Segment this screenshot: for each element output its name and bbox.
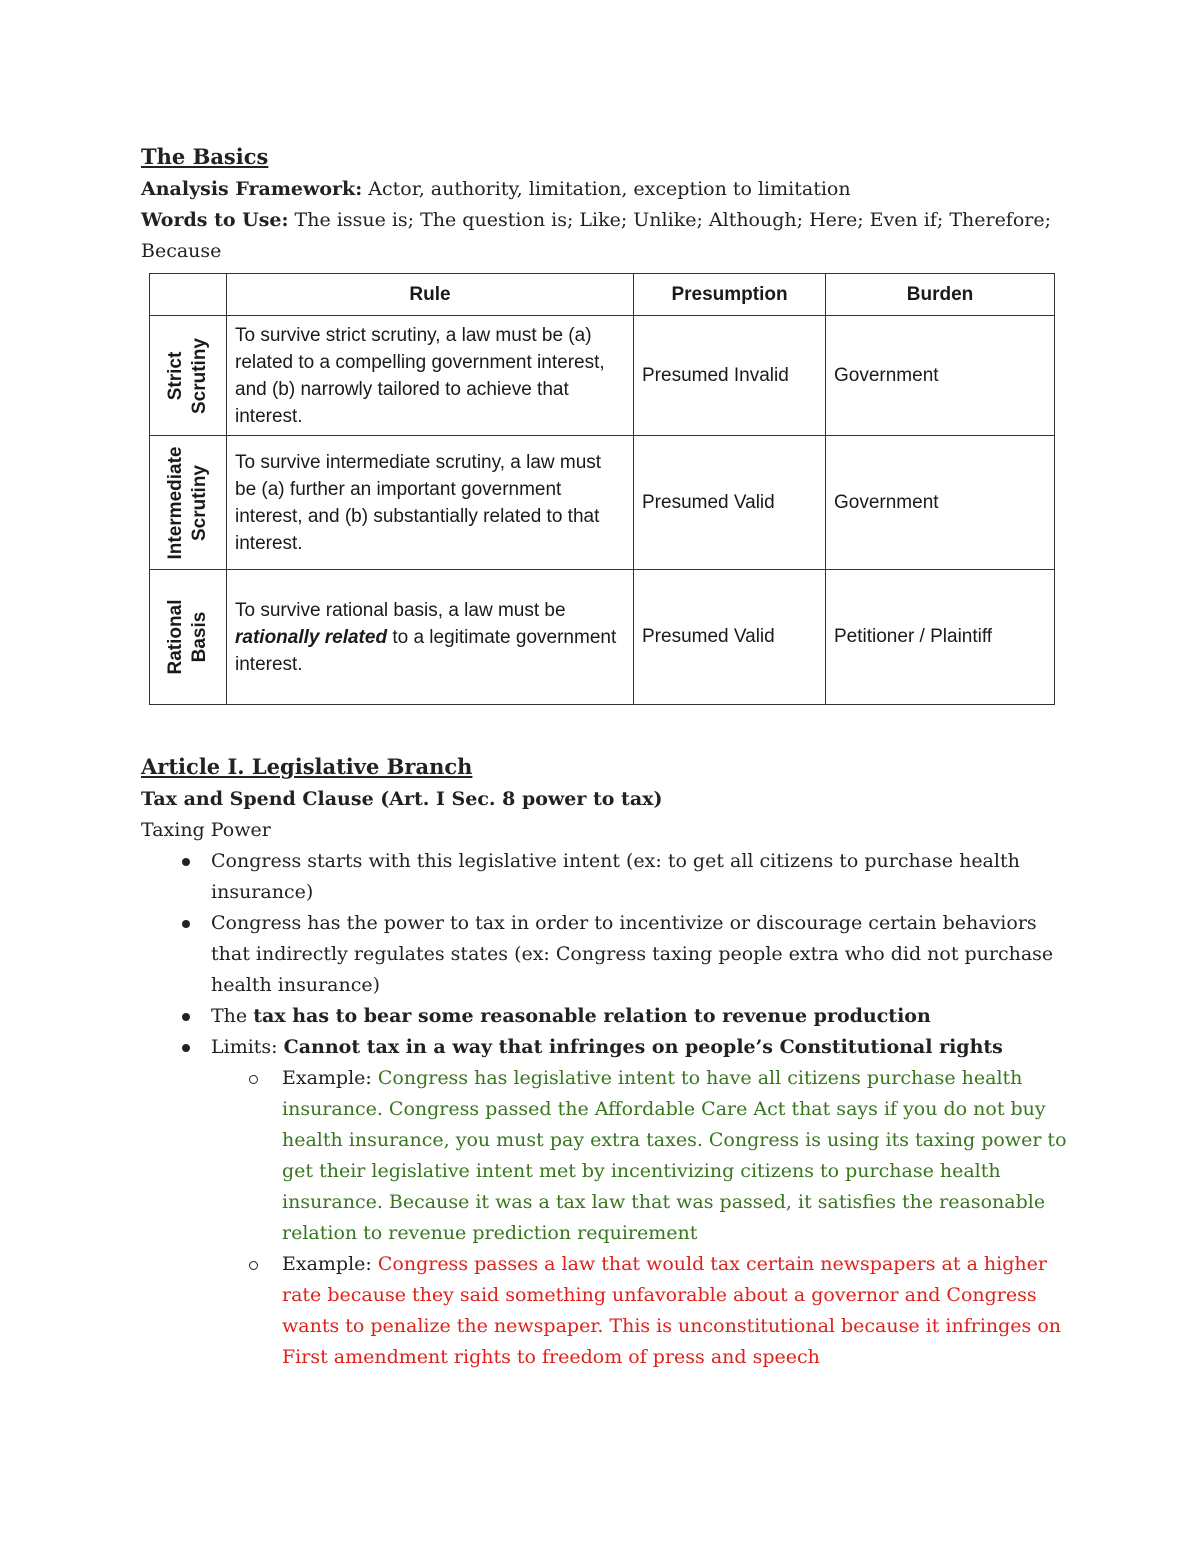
bullet-prefix: Limits: bbox=[211, 1036, 284, 1058]
header-presumption: Presumption bbox=[634, 274, 826, 316]
words-text: The issue is; The question is; Like; Unlike; Although; Here; Even if; Therefore; bbox=[288, 209, 1052, 231]
row-label-line: Basis bbox=[189, 611, 210, 663]
words-text-continued: Because bbox=[141, 240, 222, 262]
framework-label: Analysis Framework: bbox=[141, 178, 363, 200]
list-item: Congress starts with this legislative intent (ex: to get all citizens to purchase health insurance) bbox=[141, 846, 1071, 908]
row-label-line: Intermediate bbox=[165, 446, 186, 559]
framework-text: Actor, authority, limitation, exception to limitation bbox=[362, 178, 851, 200]
row-label-rational bbox=[150, 570, 227, 705]
example-label: Example: bbox=[282, 1253, 378, 1275]
list-item: Congress has the power to tax in order to incentivize or discourage certain behaviors that indirectly regulates states (ex: Congress taxing people extra who did not purchase health insurance) bbox=[141, 908, 1071, 1001]
row-label-line: Strict bbox=[165, 351, 186, 400]
row-label-line: Scrutiny bbox=[189, 464, 210, 541]
rule-text: To survive rational basis, a law must be bbox=[235, 599, 566, 621]
rule-cell: To survive intermediate scrutiny, a law must be (a) further an important government interest, and (b) substantially related to that interest. bbox=[227, 436, 634, 570]
burden-cell: Government bbox=[826, 316, 1055, 436]
section-label: Taxing Power bbox=[141, 819, 271, 841]
bullet-bold: tax has to bear some reasonable relation to revenue production bbox=[253, 1005, 931, 1027]
rule-cell bbox=[227, 570, 634, 705]
examples-list bbox=[141, 1063, 1071, 1373]
list-item bbox=[141, 1032, 1071, 1063]
example-item bbox=[141, 1249, 1071, 1373]
row-label-intermediate bbox=[150, 436, 227, 570]
rule-emphasis: rationally related bbox=[235, 626, 388, 648]
example-unconstitutional: Congress passes a law that would tax certain newspapers at a higher rate because they said something unfavorable about a governor and Congress wants to penalize the newspaper. This is unconstitutional because it infringes on First amendment rights to freedom of press and speech bbox=[282, 1253, 1062, 1368]
taxing-power-list bbox=[141, 846, 1071, 1063]
row-label-line: Rational bbox=[165, 599, 186, 675]
scrutiny-table bbox=[149, 273, 1055, 705]
rule-cell: To survive strict scrutiny, a law must be (a) related to a compelling government interest, and (b) narrowly tailored to achieve that interest. bbox=[227, 316, 634, 436]
table-row bbox=[150, 570, 1055, 705]
presumption-cell: Presumed Invalid bbox=[634, 316, 826, 436]
article-one-section bbox=[141, 750, 1071, 1373]
header-rule: Rule bbox=[227, 274, 634, 316]
presumption-cell: Presumed Valid bbox=[634, 570, 826, 705]
table-row bbox=[150, 436, 1055, 570]
basics-section bbox=[141, 140, 1061, 267]
example-label: Example: bbox=[282, 1067, 378, 1089]
table-corner-cell bbox=[150, 274, 227, 316]
example-constitutional: Congress has legislative intent to have all citizens purchase health insurance. Congress passed the Affordable Care Act that says if you do not buy health insurance, you must pay extra taxes. Congress is using its taxing power to get their legislative intent met by incentivizing citizens to purchase health insurance. Because it was a tax law that was passed, it satisfies the reasonable relation to revenue prediction requirement bbox=[282, 1067, 1067, 1244]
bullet-bold: Cannot tax in a way that infringes on people’s Constitutional rights bbox=[283, 1036, 1003, 1058]
list-item bbox=[141, 1001, 1071, 1032]
basics-title: The Basics bbox=[141, 144, 269, 169]
row-label-line: Scrutiny bbox=[189, 337, 210, 414]
example-item bbox=[141, 1063, 1071, 1249]
bullet-prefix: The bbox=[211, 1005, 254, 1027]
words-label: Words to Use: bbox=[141, 209, 289, 231]
presumption-cell: Presumed Valid bbox=[634, 436, 826, 570]
table-row bbox=[150, 316, 1055, 436]
burden-cell: Government bbox=[826, 436, 1055, 570]
header-burden: Burden bbox=[826, 274, 1055, 316]
analysis-framework-line bbox=[141, 174, 1061, 205]
words-to-use-line bbox=[141, 205, 1061, 236]
rule-text: to a legitimate government interest. bbox=[235, 626, 617, 675]
burden-cell: Petitioner / Plaintiff bbox=[826, 570, 1055, 705]
table-header-row bbox=[150, 274, 1055, 316]
article-title: Article I. Legislative Branch bbox=[141, 754, 473, 779]
article-subtitle: Tax and Spend Clause (Art. I Sec. 8 power to tax) bbox=[141, 788, 663, 810]
row-label-strict bbox=[150, 316, 227, 436]
